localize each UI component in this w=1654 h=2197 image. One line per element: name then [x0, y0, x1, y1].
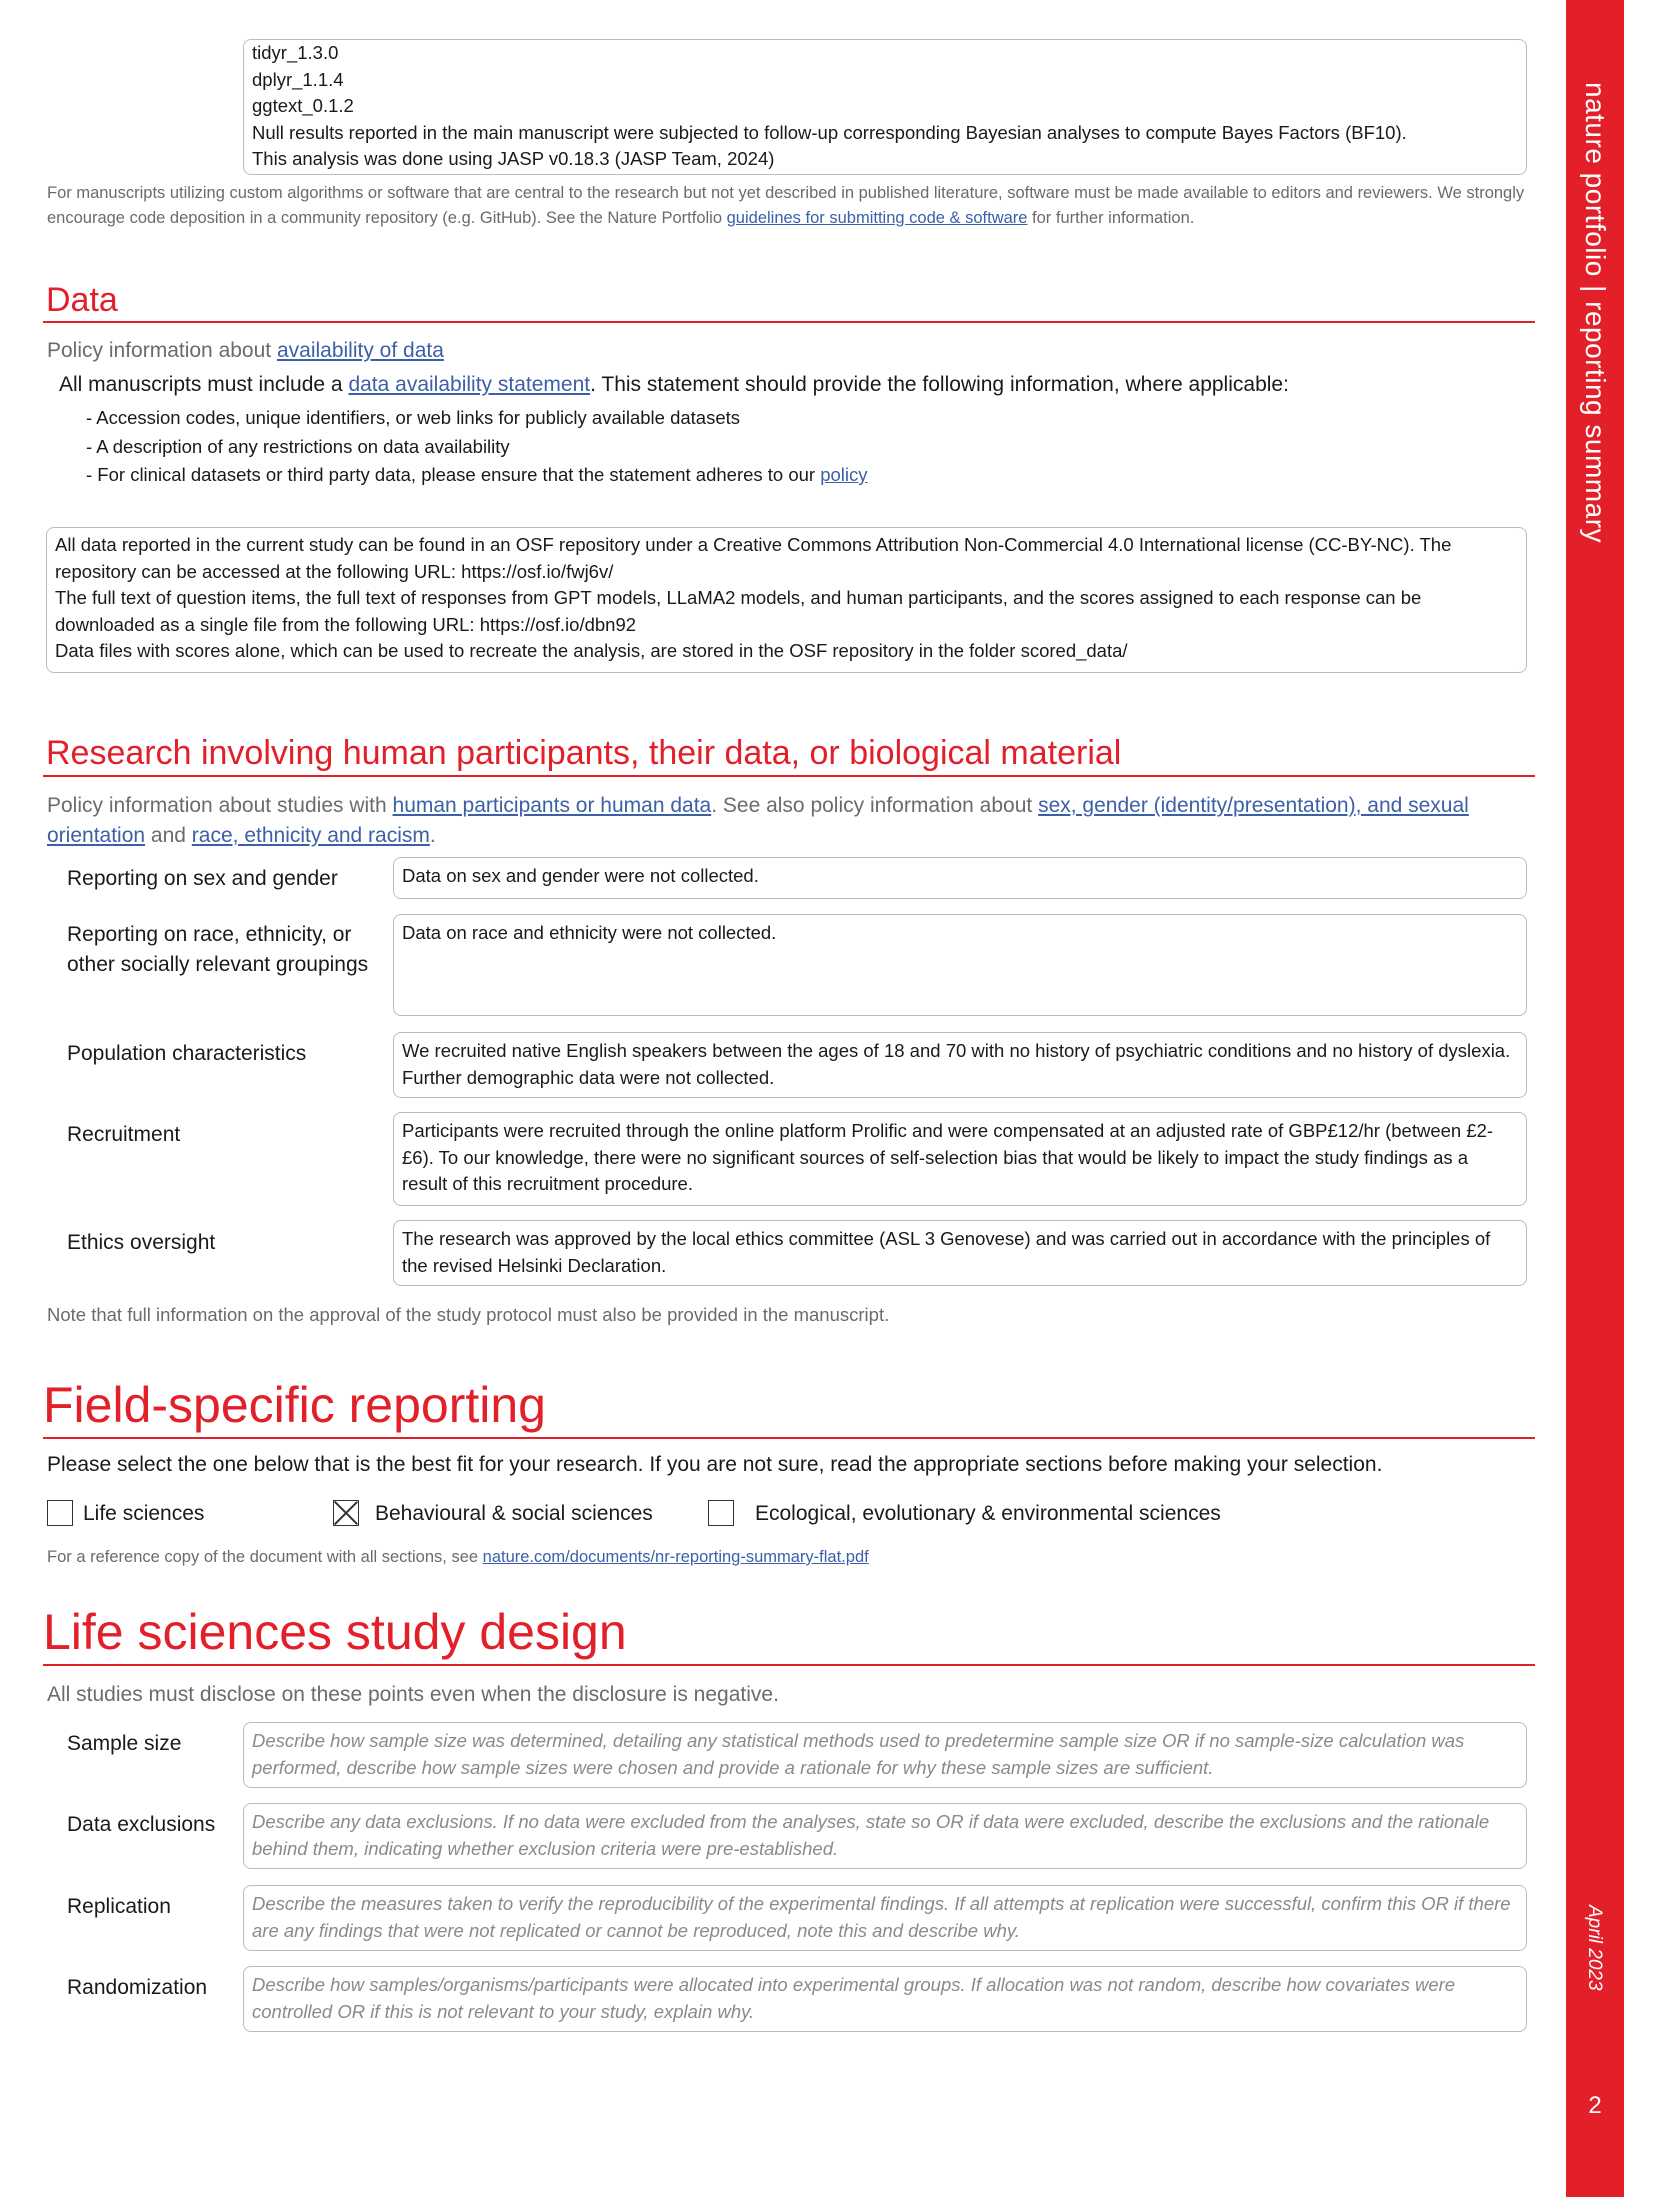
sidebar-band — [1566, 0, 1624, 2197]
life-sciences-checkbox[interactable] — [47, 1500, 73, 1526]
policy-link[interactable]: policy — [820, 464, 868, 485]
field-instruction: Please select the one below that is the best fit for your research. If you are not sure, read the appropriate sections before making your selection. — [47, 1453, 1383, 1476]
sidebar-date: April 2023 — [1584, 1905, 1605, 1991]
human-policy-end: . — [429, 824, 436, 847]
page-number: 2 — [1588, 2092, 1602, 2119]
data-heading: Data — [46, 281, 118, 319]
life-sciences-option-label: Life sciences — [83, 1502, 205, 1525]
population-characteristics-label: Population characteristics — [67, 1042, 307, 1065]
ethics-note: Note that full information on the approval of the study protocol must also be provided in the manuscript. — [47, 1304, 890, 1325]
reference-copy-link[interactable]: nature.com/documents/nr-reporting-summary-flat.pdf — [482, 1548, 869, 1566]
data-policy-prefix: Policy information about — [47, 339, 277, 362]
data-intro — [59, 370, 1289, 400]
life-sciences-intro: All studies must disclose on these points even when the disclosure is negative. — [47, 1683, 779, 1706]
ecological-checkbox[interactable] — [708, 1500, 734, 1526]
randomization-label: Randomization — [67, 1976, 208, 1999]
data-statement-box[interactable] — [46, 527, 1527, 673]
sample-size-field[interactable]: Describe how sample size was determined, detailing any statistical methods used to predetermine sample size OR if no sample-size calculation was performed, describe how sample sizes were chosen and provide a rationale for why these sample sizes are sufficient. — [243, 1722, 1527, 1788]
reference-copy-note — [47, 1545, 869, 1570]
life-sciences-rule — [43, 1664, 1535, 1666]
software-answer-box[interactable] — [243, 39, 1527, 175]
behavioural-social-option-label: Behavioural & social sciences — [375, 1502, 653, 1525]
ethics-oversight-label: Ethics oversight — [67, 1231, 216, 1254]
software-note — [47, 181, 1537, 231]
human-policy-and: and — [145, 824, 192, 847]
software-answer-text: tidyr_1.3.0 dplyr_1.1.4 ggtext_0.1.2 Null results reported in the main manuscript were subjected to follow-up corresponding Bayesian analyses to compute Bayes Factors (BF10). This analysis was done using JASP v0.18.3 (JASP Team, 2024) — [252, 42, 1407, 169]
data-bullet: - Accession codes, unique identifiers, or web links for publicly available datasets — [86, 407, 741, 428]
field-specific-heading: Field-specific reporting — [43, 1377, 546, 1433]
human-policy-mid: . See also policy information about — [711, 794, 1039, 817]
reference-copy-text: For a reference copy of the document with all sections, see — [47, 1548, 483, 1566]
sex-gender-answer[interactable]: Data on sex and gender were not collected. — [393, 857, 1527, 899]
data-exclusions-label: Data exclusions — [67, 1813, 216, 1836]
randomization-field[interactable]: Describe how samples/organisms/participants were allocated into experimental groups. If allocation was not random, describe how covariates were controlled OR if this is not relevant to your study, explain why. — [243, 1966, 1527, 2032]
replication-label: Replication — [67, 1895, 171, 1918]
sex-gender-link[interactable]: sex, gender (identity/presentation), and sexual orientation — [47, 794, 1469, 847]
code-guidelines-link[interactable]: guidelines for submitting code & software — [726, 209, 1028, 227]
software-note-end: for further information. — [1027, 209, 1195, 227]
race-ethnicity-link[interactable]: race, ethnicity and racism — [191, 824, 430, 847]
data-bullet-list — [86, 404, 868, 490]
data-statement-text: All data reported in the current study can be found in an OSF repository under a Creative Commons Attribution Non-Commercial 4.0 International license (CC-BY-NC). The repository can be accessed at the following URL: https://osf.io/fwj6v/ The full text of question items, the full text of responses from GPT models, LLaMA2 models, and human participants, and the scores assigned to each response can be downloaded as a single file from the following URL: https://osf.io/dbn92 Data files with scores alone, which can be used to recreate the analysis, are stored in the OSF repository in the folder scored_data/ — [55, 534, 1452, 661]
recruitment-label: Recruitment — [67, 1123, 181, 1146]
human-policy-prefix: Policy information about studies with — [47, 794, 393, 817]
sex-gender-label: Reporting on sex and gender — [67, 867, 338, 890]
availability-of-data-link[interactable]: availability of data — [276, 339, 444, 362]
human-policy-line — [47, 791, 1527, 851]
sample-size-label: Sample size — [67, 1732, 182, 1755]
field-specific-rule — [43, 1437, 1535, 1439]
data-bullet: - A description of any restrictions on data availability — [86, 435, 510, 457]
human-participants-rule — [43, 775, 1535, 777]
data-bullet-text: - For clinical datasets or third party data, please ensure that the statement adheres to our — [86, 464, 821, 485]
software-note-text: For manuscripts utilizing custom algorithms or software that are central to the research but not yet described in published literature, software must be made available to editors and reviewers. We strongly encourage code deposition in a community repository (e.g. GitHub). See the Nature Portfolio — [47, 184, 1525, 227]
human-participants-heading: Research involving human participants, their data, or biological material — [46, 734, 1122, 772]
recruitment-answer[interactable]: Participants were recruited through the online platform Prolific and were compensated at an adjusted rate of GBP£12/hr (between £2-£6). To our knowledge, there were no significant sources of self-selection bias that would be likely to impact the study findings as a result of this recruitment procedure. — [393, 1112, 1527, 1206]
replication-field[interactable]: Describe the measures taken to verify the reproducibility of the experimental findings. If all attempts at replication were successful, confirm this OR if there are any findings that were not replicated or cannot be reproduced, note this and describe why. — [243, 1885, 1527, 1951]
sidebar-title: nature portfolio | reporting summary — [1580, 82, 1611, 544]
race-ethnicity-label: Reporting on race, ethnicity, or other socially relevant groupings — [67, 923, 369, 976]
race-ethnicity-answer[interactable]: Data on race and ethnicity were not collected. — [393, 914, 1527, 1016]
ethics-oversight-answer[interactable]: The research was approved by the local ethics committee (ASL 3 Genovese) and was carried out in accordance with the principles of the revised Helsinki Declaration. — [393, 1220, 1527, 1286]
life-sciences-heading: Life sciences study design — [43, 1604, 627, 1660]
data-exclusions-field[interactable]: Describe any data exclusions. If no data were excluded from the analyses, state so OR if data were excluded, describe the exclusions and the rationale behind them, indicating whether exclusion criteria were pre-established. — [243, 1803, 1527, 1869]
ecological-option-label: Ecological, evolutionary & environmental sciences — [755, 1502, 1221, 1525]
data-policy-line — [47, 336, 444, 366]
human-participants-link[interactable]: human participants or human data — [392, 794, 712, 817]
population-characteristics-answer[interactable]: We recruited native English speakers between the ages of 18 and 70 with no history of psychiatric conditions and no history of dyslexia. Further demographic data were not collected. — [393, 1032, 1527, 1098]
behavioural-social-checkbox[interactable] — [333, 1500, 359, 1526]
data-bullet — [86, 461, 868, 490]
data-intro-text: All manuscripts must include a — [59, 373, 349, 396]
data-availability-statement-link[interactable]: data availability statement — [348, 373, 591, 396]
data-heading-rule — [43, 321, 1535, 323]
data-intro-end: . This statement should provide the following information, where applicable: — [590, 373, 1289, 396]
